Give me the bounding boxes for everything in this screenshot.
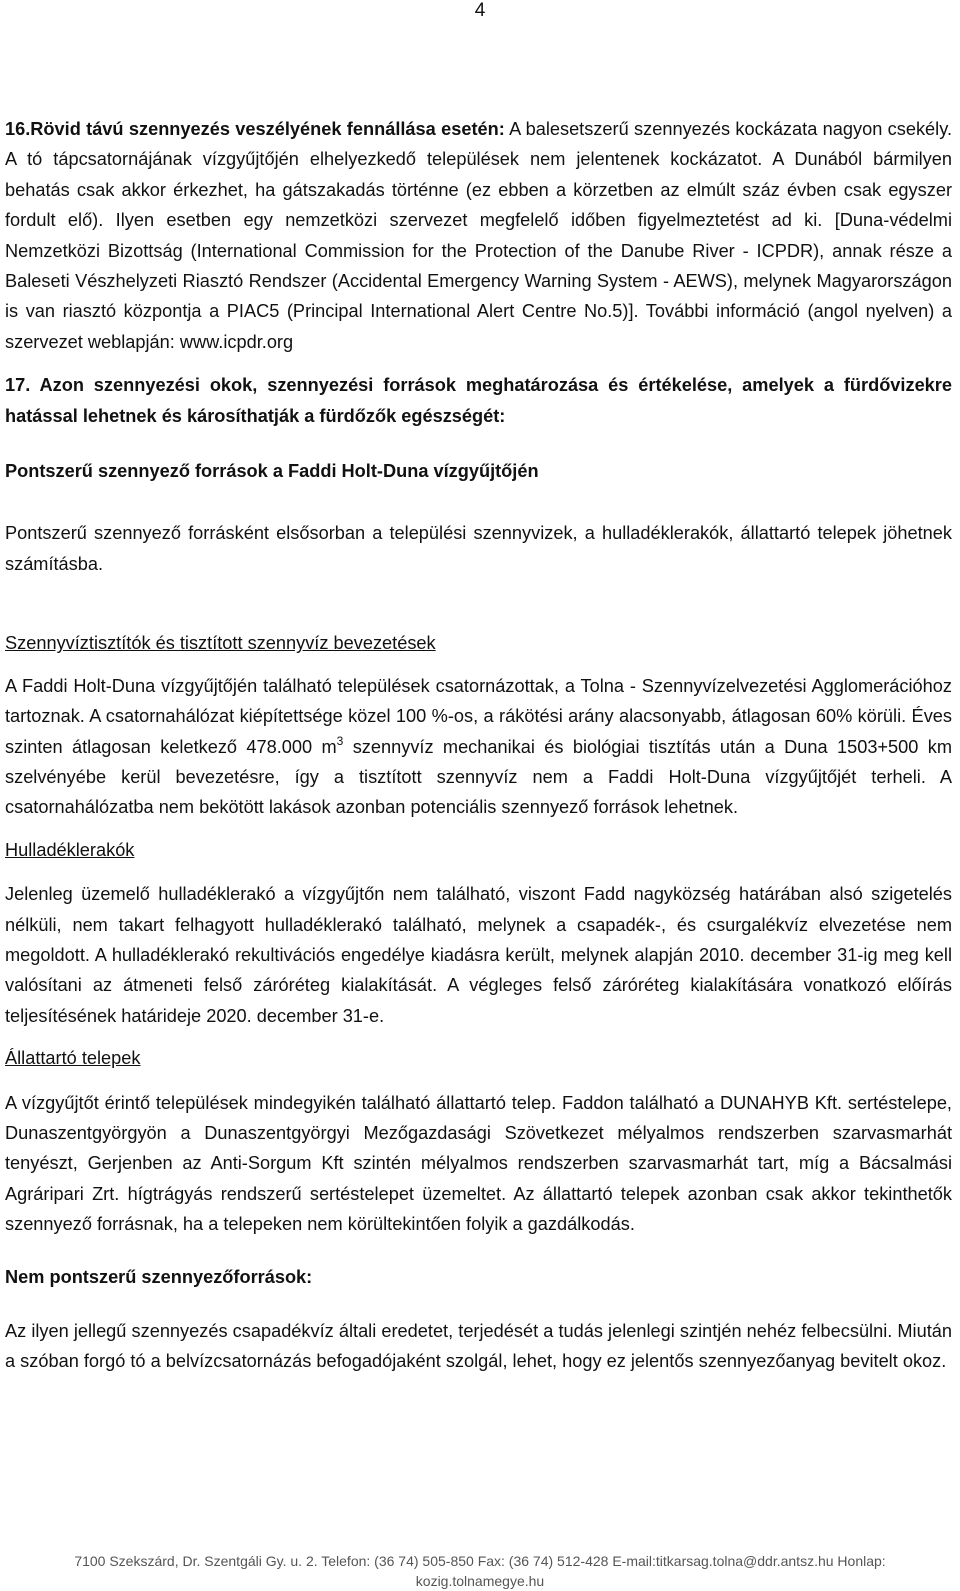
page-number: 4 xyxy=(474,0,486,21)
footer-address: 7100 Szekszárd, Dr. Szentgáli Gy. u. 2. Telefon: (36 74) 505-850 Fax: (36 74) 512-428 E-mail:titkarsag.tolna@ddr.antsz.hu Honlap: xyxy=(74,1553,886,1569)
document-body xyxy=(5,114,952,1377)
page-footer xyxy=(0,1551,960,1591)
wastewater-text-part2: szennyvíz mechanikai és biológiai tisztítás után a Duna 1503+500 km szelvényébe kerül bevezetésre, így a tisztított szennyvíz nem a Faddi Holt-Duna vízgyűjtőjét terheli. A csatornahálózatba nem bekötött lakások azonban potenciális szennyező források lehetnek. xyxy=(5,736,952,818)
wastewater-heading: Szennyvíztisztítók és tisztított szennyvíz bevezetések xyxy=(5,633,436,654)
section-16-lead: 16.Rövid távú szennyezés veszélyének fennállása esetén: xyxy=(5,119,505,139)
landfills-paragraph: Jelenleg üzemelő hulladéklerakó a vízgyűjtőn nem található, viszont Fadd nagyközség határában alsó szigetelés nélküli, nem takart felhagyott hulladéklerakó található, melynek a csapadék-, és csurgalékvíz elvezetése nem megoldott. A hulladéklerakó rekultivációs engedélye kiadásra került, melynek alapján 2010. december 31-ig meg kell valósítani az átmeneti felső záróréteg kialakítását. A végleges felső záróréteg kialakítására vonatkozó előírás teljesítésének határideje 2020. december 31-e. xyxy=(5,884,952,1026)
wastewater-text-part1: A Faddi Holt-Duna vízgyűjtőjén található települések csatornázottak, a Tolna - Szennyvízelvezetési Agglomerációhoz tartoznak. A csatornahálózat kiépítettsége közel 100 %-os, a rákötési arány alacsonyabb, átlagosan 60% körüli. Éves szinten átlagosan keletkező 478.000 m xyxy=(5,675,952,757)
nonpoint-heading: Nem pontszerű szennyezőforrások: xyxy=(5,1266,313,1287)
nonpoint-paragraph: Az ilyen jellegű szennyezés csapadékvíz általi eredetet, terjedését a tudás jelenlegi szintjén nehéz felbecsülni. Miután a szóban forgó tó a belvízcsatornázás befogadójaként szolgál, lehet, hogy ez jelentős szennyezőanyag bevitelt okoz. xyxy=(5,1321,952,1372)
livestock-paragraph: A vízgyűjtőt érintő települések mindegyikén található állattartó telep. Faddon található a DUNAHYB Kft. sertéstelepe, Dunaszentgyörgyön a Dunaszentgyörgyi Mezőgazdasági Szövetkezet mélyalmos rendszerben szarvasmarhát tenyészt, Gerjenben az Anti-Sorgum Kft szintén mélyalmos rendszerben szarvasmarhát tart, míg a Bácsalmási Agráripari Zrt. hígtrágyás rendszerű sertéstelepet üzemeltet. Az állattartó telepek azonban csak akkor tekinthetők szennyező forrásnak, ha a telepeken nem körültekintően folyik a gazdálkodás. xyxy=(5,1092,952,1235)
cubic-superscript: 3 xyxy=(336,733,344,748)
point-sources-paragraph: Pontszerű szennyező forrásként elsősorban a települési szennyvizek, a hulladéklerakók, állattartó telepek jöhetnek számításba. xyxy=(5,523,952,574)
landfills-heading: Hulladéklerakók xyxy=(5,839,135,860)
livestock-heading: Állattartó telepek xyxy=(5,1048,141,1069)
section-16-text: A balesetszerű szennyezés kockázata nagyon csekély. A tó tápcsatornájának vízgyűjtőjén elhelyezkedő települések nem jelentenek kockázatot. A Dunából bármilyen behatás csak akkor érkezhet, ha gátszakadás történne (ez ebben a körzetben az elmúlt száz évben csak egyszer fordult elő). Ilyen esetben egy nemzetközi szervezet megfelelő időben figyelmeztetést ad ki. [Duna-védelmi Nemzetközi Bizottság (International Commission for the Protection of the Danube River - ICPDR), annak része a Baleseti Vészhelyzeti Riasztó Rendszer (Accidental Emergency Warning System - AEWS), melynek Magyarországon is van riasztó központja a PIAC5 (Principal International Alert Centre No.5)]. További információ (angol nyelven) a szervezet weblapján: www.icpdr.org xyxy=(5,119,952,352)
point-sources-heading: Pontszerű szennyező források a Faddi Holt-Duna vízgyűjtőjén xyxy=(5,461,539,482)
section-17-heading: 17. Azon szennyezési okok, szennyezési források meghatározása és értékelése, amelyek a fürdővizekre hatással lehetnek és károsíthatják a fürdőzők egészségét: xyxy=(5,375,952,426)
section-16-paragraph xyxy=(5,114,952,357)
footer-website: kozig.tolnamegye.hu xyxy=(415,1573,545,1589)
wastewater-paragraph xyxy=(5,671,952,823)
